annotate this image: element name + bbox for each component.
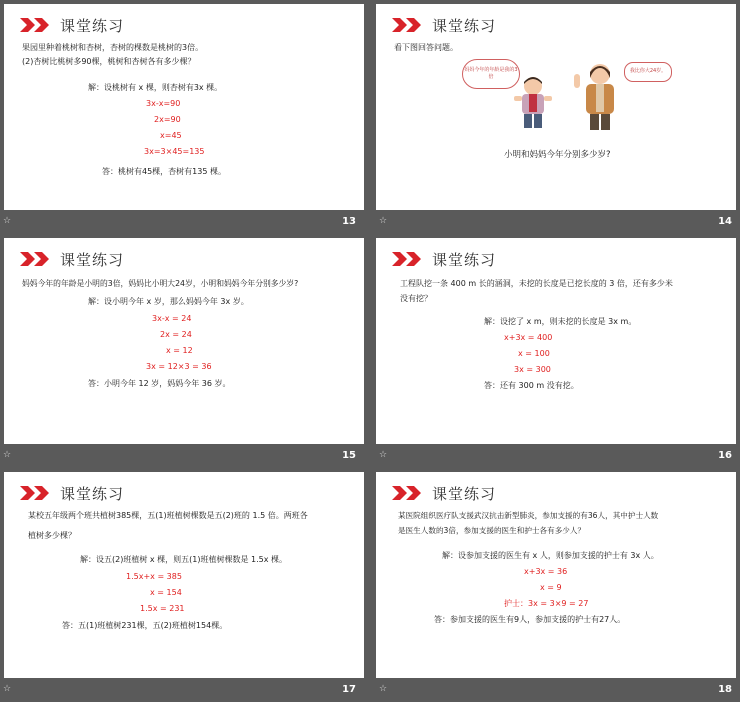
double-chevron-icon: [390, 485, 424, 501]
equation-3: 护士：3x = 3×9 = 27: [504, 599, 589, 608]
star-icon: ☆: [379, 216, 388, 226]
slide-16[interactable]: [376, 238, 736, 444]
prompt: 看下图回答问题。: [394, 43, 458, 52]
equation-3: 3x = 300: [514, 365, 551, 374]
problem-line-1: 某医院组织医疗队支援武汉抗击新型肺炎，参加支援的有36人，其中护士人数: [398, 511, 659, 520]
equation-2: 2x = 24: [160, 330, 192, 339]
equation-3: x = 12: [166, 346, 193, 355]
double-chevron-icon: [390, 251, 424, 267]
double-chevron-icon: [18, 251, 52, 267]
equation-1: 3x-x = 24: [152, 314, 192, 323]
equation-3: x=45: [160, 131, 182, 140]
slide-title: 课堂练习: [60, 484, 125, 503]
slide-title-bar: [18, 482, 124, 504]
equation-4: 3x = 12×3 = 36: [146, 362, 212, 371]
slide-17[interactable]: [4, 472, 364, 678]
equation-2: x = 100: [518, 349, 550, 358]
slide-14[interactable]: [376, 4, 736, 210]
question: 小明和妈妈今年分别多少岁?: [504, 150, 611, 160]
problem: 妈妈今年的年龄是小明的3倍，妈妈比小明大24岁，小明和妈妈今年分别多少岁?: [22, 279, 299, 288]
slide-number: 15: [342, 450, 356, 461]
slide-title: 课堂练习: [60, 250, 125, 269]
solution-setup: 解：设参加支援的医生有 x 人，则参加支援的护士有 3x 人。: [442, 551, 659, 560]
slide-title-bar: [18, 248, 124, 270]
slide-number: 14: [718, 216, 732, 227]
speech-bubble-mom-text: 我比你大24岁。: [629, 68, 667, 74]
solution-setup: 解：设挖了 x m，则未挖的长度是 3x m。: [484, 317, 637, 326]
slide-number: 18: [718, 684, 732, 695]
problem-line-2: 植树多少棵？: [28, 531, 76, 540]
problem-line-1: 某校五年级两个班共植树385棵，五(1)班植树棵数是五(2)班的 1.5 倍。两班各: [28, 511, 308, 520]
problem-line-1: 果园里种着桃树和杏树，杏树的棵数是桃树的3倍。: [22, 43, 204, 52]
slide-title: 课堂练习: [60, 16, 125, 35]
slide-footer: [376, 444, 738, 468]
equation-2: 2x=90: [154, 115, 181, 124]
star-icon: ☆: [3, 684, 12, 694]
slide-footer: [0, 444, 362, 468]
speech-bubble-mom: [624, 62, 672, 82]
answer: 答：参加支援的医生有9人，参加支援的护士有27人。: [434, 615, 626, 624]
mother-illustration: [570, 60, 626, 132]
slide-18[interactable]: [376, 472, 736, 678]
slide-footer: [0, 678, 362, 702]
slide-title-bar: [390, 248, 496, 270]
answer: 答：桃树有45棵，杏树有135 棵。: [102, 167, 226, 176]
equation-1: x+3x = 400: [504, 333, 553, 342]
slide-title-bar: [390, 14, 496, 36]
slide-number: 13: [342, 216, 356, 227]
problem-line-2: 是医生人数的3倍，参加支援的医生和护士各有多少人？: [398, 526, 586, 535]
slide-title: 课堂练习: [432, 484, 497, 503]
slide-footer: [0, 210, 362, 234]
problem-line-2: 没有挖？: [400, 294, 432, 303]
equation-4: 3x=3×45=135: [144, 147, 205, 156]
slide-number: 17: [342, 684, 356, 695]
slide-title: 课堂练习: [432, 16, 497, 35]
child-illustration: [508, 74, 558, 130]
slide-footer: [376, 210, 738, 234]
equation-2: x = 9: [540, 583, 562, 592]
slide-15[interactable]: [4, 238, 364, 444]
solution-setup: 解：设桃树有 x 棵，则杏树有3x 棵。: [88, 83, 223, 92]
equation-1: 1.5x+x = 385: [126, 572, 182, 581]
equation-1: x+3x = 36: [524, 567, 568, 576]
answer: 答：还有 300 m 没有挖。: [484, 381, 579, 390]
slide-number: 16: [718, 450, 732, 461]
answer: 答：小明今年 12 岁，妈妈今年 36 岁。: [88, 379, 231, 388]
speech-bubble-child-text: 妈妈今年的年龄是我的3倍: [464, 67, 518, 80]
double-chevron-icon: [18, 485, 52, 501]
star-icon: ☆: [3, 216, 12, 226]
answer: 答：五(1)班植树231棵，五(2)班植树154棵。: [62, 621, 228, 630]
equation-3: 1.5x = 231: [140, 604, 185, 613]
star-icon: ☆: [3, 450, 12, 460]
problem-line-2: (2)杏树比桃树多90棵，桃树和杏树各有多少棵？: [22, 57, 196, 66]
solution-setup: 解：设小明今年 x 岁，那么妈妈今年 3x 岁。: [88, 297, 249, 306]
slide-footer: [376, 678, 738, 702]
double-chevron-icon: [390, 17, 424, 33]
equation-1: 3x-x=90: [146, 99, 181, 108]
slide-title: 课堂练习: [432, 250, 497, 269]
slide-title-bar: [390, 482, 496, 504]
equation-2: x = 154: [150, 588, 182, 597]
solution-setup: 解：设五(2)班植树 x 棵，则五(1)班植树棵数是 1.5x 棵。: [80, 555, 288, 564]
problem-line-1: 工程队挖一条 400 m 长的涵洞，未挖的长度是已挖长度的 3 倍，还有多少米: [400, 279, 673, 288]
star-icon: ☆: [379, 450, 388, 460]
double-chevron-icon: [18, 17, 52, 33]
slide-title-bar: [18, 14, 124, 36]
slide-13[interactable]: [4, 4, 364, 210]
star-icon: ☆: [379, 684, 388, 694]
